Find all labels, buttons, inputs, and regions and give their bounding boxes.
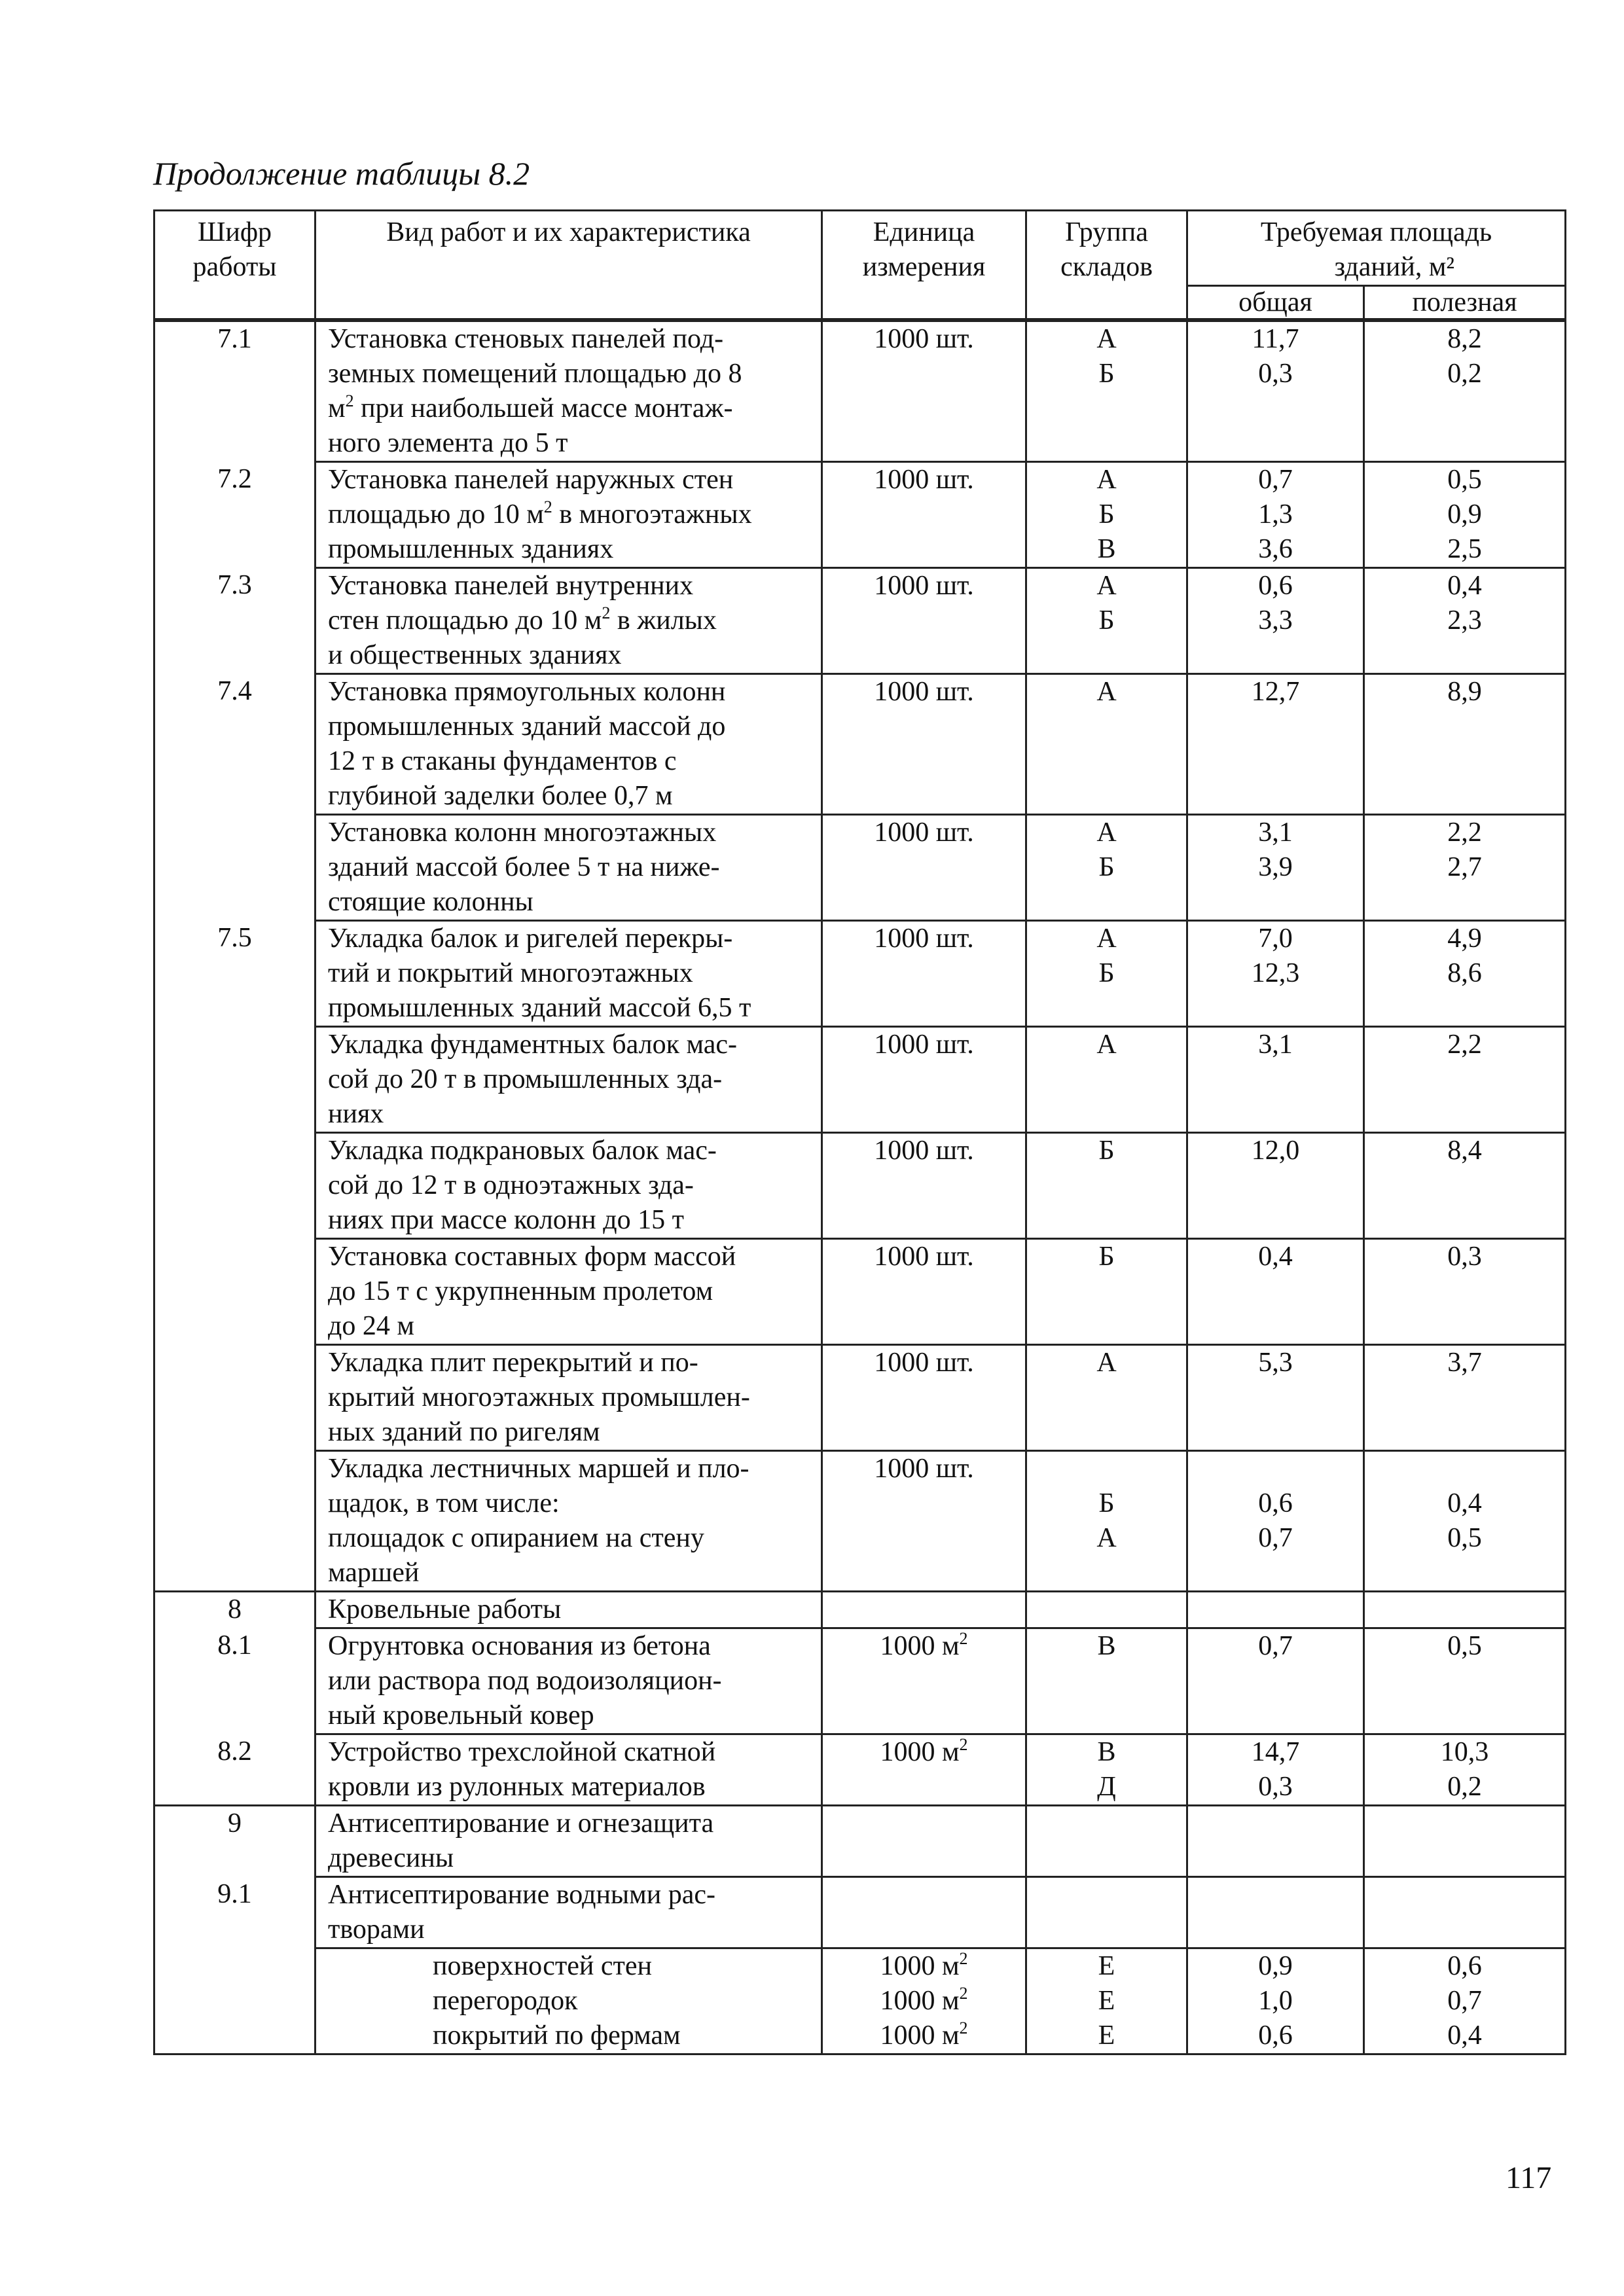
cell-line: А [1096, 1030, 1117, 1060]
cell-useful [1364, 815, 1566, 921]
cell-total [1187, 1734, 1364, 1806]
cell-code: 8.1 [154, 1628, 316, 1734]
cell-line: Б [1098, 852, 1115, 882]
cell-line: ниях [328, 1099, 384, 1129]
cell-line: ный кровельный ковер [328, 1700, 594, 1731]
cell-line: 1000 шт. [874, 465, 974, 495]
cell-line: глубиной заделки более 0,7 м [328, 781, 673, 811]
cell-line [1039, 1878, 1174, 1912]
cell-group [1026, 1734, 1187, 1806]
cell-line: Укладка подкрановых балок мас- [328, 1136, 717, 1166]
cell-line: Укладка лестничных маршей и пло- [328, 1454, 749, 1484]
table-row [154, 1133, 1566, 1239]
cell-unit [822, 1451, 1026, 1592]
cell-total [1187, 1345, 1364, 1451]
cell-work [316, 1239, 822, 1345]
cell-work [316, 1948, 822, 2054]
cell-code [154, 815, 316, 921]
cell-line: 0,7 [1258, 1523, 1293, 1553]
cell-line: Установка панелей внутренних [328, 571, 694, 601]
cell-line [1200, 1452, 1351, 1486]
cell-line [1039, 1592, 1174, 1627]
cell-useful [1364, 1239, 1566, 1345]
cell-line: поверхностей стен [433, 1951, 652, 1981]
cell-line: Б [1098, 1488, 1115, 1518]
cell-line: Б [1098, 359, 1115, 389]
cell-line [1200, 1878, 1351, 1912]
cell-unit [822, 1877, 1026, 1948]
cell-useful [1364, 462, 1566, 568]
cell-line: А [1096, 324, 1117, 354]
cell-line: 0,7 [1258, 465, 1293, 495]
cell-line: 0,4 [1258, 1242, 1293, 1272]
cell-code [154, 1133, 316, 1239]
cell-unit [822, 1948, 1026, 2054]
cell-line: 0,3 [1258, 359, 1293, 389]
cell-total [1187, 815, 1364, 921]
cell-useful [1364, 1806, 1566, 1877]
cell-work [316, 462, 822, 568]
cell-group [1026, 1239, 1187, 1345]
cell-useful [1364, 674, 1566, 815]
cell-line: 2,2 [1447, 817, 1482, 848]
table-row [154, 1027, 1566, 1133]
cell-line: до 24 м [328, 1311, 414, 1341]
cell-group [1026, 1592, 1187, 1628]
table-row [154, 1592, 1566, 1628]
cell-line: 0,6 [1258, 1488, 1293, 1518]
cell-useful [1364, 1592, 1566, 1628]
table-row [154, 921, 1566, 1027]
cell-line: 1,0 [1258, 1986, 1293, 2016]
cell-line: А [1096, 1523, 1117, 1553]
table-row [154, 1239, 1566, 1345]
cell-work [316, 1451, 822, 1592]
cell-line: площадью до 10 $м^2$ в многоэтажных [328, 497, 752, 529]
cell-unit [822, 1027, 1026, 1133]
table-row [154, 462, 1566, 568]
cell-line: 1000 шт. [874, 817, 974, 848]
cell-line [1377, 1452, 1553, 1486]
cell-line: тий и покрытий многоэтажных [328, 958, 693, 988]
cell-line: 8,6 [1447, 958, 1482, 988]
cell-line: 1000 $м^2$ [880, 2018, 968, 2051]
cell-work [316, 1806, 822, 1877]
cell-useful [1364, 1027, 1566, 1133]
cell-line: ного элемента до 5 т [328, 428, 568, 458]
cell-line [1200, 1806, 1351, 1841]
cell-line: 8,2 [1447, 324, 1482, 354]
cell-line: А [1096, 924, 1117, 954]
cell-line: 1000 шт. [874, 924, 974, 954]
cell-useful [1364, 921, 1566, 1027]
cell-useful [1364, 1451, 1566, 1592]
cell-total [1187, 1451, 1364, 1592]
table-row [154, 674, 1566, 815]
cell-line: площадок с опиранием на стену [328, 1523, 704, 1553]
cell-line: 0,9 [1258, 1951, 1293, 1981]
cell-group [1026, 1948, 1187, 2054]
cell-line: 1000 шт. [874, 677, 974, 707]
table-row [154, 1734, 1566, 1806]
cell-line: ниях при массе колонн до 15 т [328, 1205, 684, 1235]
cell-line: 0,6 [1258, 2020, 1293, 2051]
cell-line: Кровельные работы [328, 1594, 562, 1624]
cell-unit [822, 1628, 1026, 1734]
cell-work [316, 320, 822, 462]
cell-work [316, 1345, 822, 1451]
cell-code: 8 [154, 1592, 316, 1628]
cell-line: 3,7 [1447, 1348, 1482, 1378]
table-row [154, 1806, 1566, 1877]
cell-line: 0,2 [1447, 1772, 1482, 1802]
table-row [154, 1451, 1566, 1592]
cell-line: кровли из рулонных материалов [328, 1772, 706, 1802]
cell-work [316, 1133, 822, 1239]
cell-line: зданий массой более 5 т на ниже- [328, 852, 720, 882]
cell-code: 9 [154, 1806, 316, 1877]
cell-line: промышленных зданий массой 6,5 т [328, 993, 751, 1023]
cell-code [154, 1345, 316, 1451]
table-row [154, 568, 1566, 674]
cell-line: Укладка балок и ригелей перекры- [328, 924, 733, 954]
cell-line: Е [1098, 1951, 1115, 1981]
cell-line: 0,9 [1447, 499, 1482, 529]
cell-line [835, 1878, 1013, 1912]
cell-line [1377, 1878, 1553, 1912]
cell-line: 12,7 [1251, 677, 1300, 707]
cell-group [1026, 674, 1187, 815]
table-body [154, 320, 1566, 2054]
cell-line: 0,3 [1258, 1772, 1293, 1802]
cell-line: 1,3 [1258, 499, 1293, 529]
cell-line: Б [1098, 1136, 1115, 1166]
cell-code [154, 1239, 316, 1345]
cell-line: промышленных зданиях [328, 534, 614, 564]
cell-line: 1000 шт. [874, 324, 974, 354]
cell-group [1026, 1877, 1187, 1948]
cell-group [1026, 320, 1187, 462]
table-caption: Продолжение таблицы 8.2 [153, 155, 530, 192]
cell-unit [822, 1592, 1026, 1628]
requirements-table [153, 209, 1564, 2055]
cell-line: покрытий по фермам [433, 2020, 681, 2051]
cell-total [1187, 1592, 1364, 1628]
cell-line: сой до 12 т в одноэтажных зда- [328, 1170, 694, 1200]
cell-line: Укладка плит перекрытий и по- [328, 1348, 698, 1378]
cell-line: Установка колонн многоэтажных [328, 817, 717, 848]
cell-line: 1000 шт. [874, 1454, 974, 1484]
cell-line: Установка прямоугольных колонн [328, 677, 726, 707]
cell-line: $м^2$ при наибольшей массе монтаж- [328, 391, 733, 423]
cell-line: 5,3 [1258, 1348, 1293, 1378]
cell-line: Е [1098, 1986, 1115, 2016]
cell-useful [1364, 1948, 1566, 2054]
cell-line: 8,4 [1447, 1136, 1482, 1166]
header-total: общая [1187, 286, 1364, 321]
table-row [154, 1345, 1566, 1451]
cell-useful [1364, 568, 1566, 674]
cell-line: творами [328, 1914, 425, 1945]
cell-line [1039, 1452, 1174, 1486]
cell-unit [822, 1806, 1026, 1877]
cell-line [1377, 1592, 1553, 1627]
cell-unit [822, 921, 1026, 1027]
cell-line: 3,3 [1258, 605, 1293, 636]
cell-work [316, 921, 822, 1027]
cell-line: ных зданий по ригелям [328, 1417, 600, 1447]
table-row [154, 1948, 1566, 2054]
cell-line: Укладка фундаментных балок мас- [328, 1030, 738, 1060]
cell-line: Б [1098, 1242, 1115, 1272]
cell-line: Огрунтовка основания из бетона [328, 1631, 711, 1661]
cell-line: 0,3 [1447, 1242, 1482, 1272]
cell-unit [822, 1734, 1026, 1806]
cell-group [1026, 1027, 1187, 1133]
cell-line: Антисептирование и огнезащита [328, 1808, 714, 1839]
cell-work [316, 1027, 822, 1133]
cell-work [316, 1734, 822, 1806]
cell-code: 7.1 [154, 320, 316, 462]
cell-unit [822, 568, 1026, 674]
cell-line: 0,5 [1447, 1523, 1482, 1553]
cell-total [1187, 1877, 1364, 1948]
header-area: Требуемая площадь зданий, м² [1187, 211, 1566, 286]
cell-line: 1000 $м^2$ [880, 1949, 968, 1981]
cell-useful [1364, 1734, 1566, 1806]
cell-group [1026, 815, 1187, 921]
cell-line: земных помещений площадью до 8 [328, 359, 742, 389]
cell-total [1187, 1628, 1364, 1734]
cell-line: 1000 $м^2$ [880, 1629, 968, 1661]
cell-line: 0,6 [1447, 1951, 1482, 1981]
cell-group [1026, 1345, 1187, 1451]
cell-line: 1000 шт. [874, 1348, 974, 1378]
cell-line: 0,2 [1447, 359, 1482, 389]
cell-line: 0,5 [1447, 465, 1482, 495]
cell-total [1187, 1239, 1364, 1345]
cell-unit [822, 815, 1026, 921]
cell-line: 2,3 [1447, 605, 1482, 636]
cell-unit [822, 1133, 1026, 1239]
cell-line: 1000 шт. [874, 1030, 974, 1060]
cell-line: 7,0 [1258, 924, 1293, 954]
header-unit: Единица измерения [822, 211, 1026, 321]
cell-line: 0,4 [1447, 1488, 1482, 1518]
cell-line: Антисептирование водными рас- [328, 1880, 715, 1910]
cell-code: 9.1 [154, 1877, 316, 1948]
cell-line: 3,1 [1258, 817, 1293, 848]
cell-line: Устройство трехслойной скатной [328, 1737, 716, 1767]
cell-line [1039, 1806, 1174, 1841]
cell-line: А [1096, 571, 1117, 601]
cell-line: сой до 20 т в промышленных зда- [328, 1064, 723, 1094]
cell-line: 12,0 [1251, 1136, 1300, 1166]
cell-line [1377, 1806, 1553, 1841]
cell-total [1187, 1133, 1364, 1239]
cell-code: 7.2 [154, 462, 316, 568]
cell-line: 0,7 [1447, 1986, 1482, 2016]
cell-total [1187, 1027, 1364, 1133]
cell-total [1187, 568, 1364, 674]
cell-work [316, 674, 822, 815]
cell-line: Б [1098, 499, 1115, 529]
cell-useful [1364, 1628, 1566, 1734]
cell-line: 1000 шт. [874, 1136, 974, 1166]
cell-line: и общественных зданиях [328, 640, 622, 670]
table-row [154, 1877, 1566, 1948]
cell-useful [1364, 1345, 1566, 1451]
cell-line: 8,9 [1447, 677, 1482, 707]
cell-line: В [1097, 534, 1116, 564]
cell-group [1026, 1451, 1187, 1592]
cell-line: промышленных зданий массой до [328, 711, 726, 742]
cell-line: Установка составных форм массой [328, 1242, 736, 1272]
cell-line: Установка панелей наружных стен [328, 465, 734, 495]
cell-work [316, 1628, 822, 1734]
cell-line: до 15 т с укрупненным пролетом [328, 1276, 713, 1306]
cell-line: 1000 шт. [874, 1242, 974, 1272]
cell-line: щадок, в том числе: [328, 1488, 560, 1518]
cell-useful [1364, 1133, 1566, 1239]
cell-line: А [1096, 465, 1117, 495]
cell-line: стен площадью до 10 $м^2$ в жилых [328, 603, 717, 636]
cell-group [1026, 921, 1187, 1027]
cell-unit [822, 1345, 1026, 1451]
cell-code: 7.3 [154, 568, 316, 674]
cell-line: В [1097, 1737, 1116, 1767]
cell-line: 3,9 [1258, 852, 1293, 882]
cell-line: маршей [328, 1558, 420, 1588]
cell-line: 4,9 [1447, 924, 1482, 954]
cell-unit [822, 320, 1026, 462]
cell-code: 7.4 [154, 674, 316, 815]
cell-line: 2,2 [1447, 1030, 1482, 1060]
cell-line: 1000 шт. [874, 571, 974, 601]
cell-useful [1364, 1877, 1566, 1948]
cell-work [316, 1877, 822, 1948]
table-row [154, 320, 1566, 462]
cell-line: стоящие колонны [328, 887, 533, 917]
cell-line: 10,3 [1440, 1737, 1489, 1767]
cell-total [1187, 1806, 1364, 1877]
cell-useful [1364, 320, 1566, 462]
cell-line: или раствора под водоизоляцион- [328, 1666, 722, 1696]
cell-line: 1000 $м^2$ [880, 1735, 968, 1767]
cell-work [316, 815, 822, 921]
cell-line: 2,7 [1447, 852, 1482, 882]
cell-line [1200, 1592, 1351, 1627]
cell-total [1187, 921, 1364, 1027]
cell-code: 8.2 [154, 1734, 316, 1806]
cell-line: 14,7 [1251, 1737, 1300, 1767]
cell-line: 0,5 [1447, 1631, 1482, 1661]
cell-line: 2,5 [1447, 534, 1482, 564]
table-row [154, 1628, 1566, 1734]
header-useful: полезная [1364, 286, 1566, 321]
cell-group [1026, 568, 1187, 674]
cell-line [835, 1806, 1013, 1841]
cell-line: Б [1098, 958, 1115, 988]
cell-group [1026, 1628, 1187, 1734]
cell-unit [822, 1239, 1026, 1345]
cell-line: 0,4 [1447, 2020, 1482, 2051]
cell-line: 0,7 [1258, 1631, 1293, 1661]
cell-work [316, 1592, 822, 1628]
cell-total [1187, 462, 1364, 568]
cell-line: Е [1098, 2020, 1115, 2051]
cell-line: В [1097, 1631, 1116, 1661]
cell-line: 0,4 [1447, 571, 1482, 601]
cell-line: А [1096, 1348, 1117, 1378]
cell-line: 1000 $м^2$ [880, 1984, 968, 2016]
cell-group [1026, 1806, 1187, 1877]
cell-group [1026, 1133, 1187, 1239]
cell-line: Д [1097, 1772, 1116, 1802]
cell-unit [822, 462, 1026, 568]
cell-code [154, 1027, 316, 1133]
cell-line: древесины [328, 1843, 454, 1873]
cell-unit [822, 674, 1026, 815]
cell-code: 7.5 [154, 921, 316, 1027]
cell-line: 3,6 [1258, 534, 1293, 564]
table-row [154, 815, 1566, 921]
cell-total [1187, 320, 1364, 462]
cell-code [154, 1948, 316, 2054]
cell-total [1187, 1948, 1364, 2054]
cell-code [154, 1451, 316, 1592]
cell-line: крытий многоэтажных промышлен- [328, 1382, 750, 1412]
cell-line: перегородок [433, 1986, 578, 2016]
header-work: Вид работ и их характеристика [316, 211, 822, 321]
cell-line: Б [1098, 605, 1115, 636]
page-number: 117 [1506, 2161, 1552, 2195]
cell-group [1026, 462, 1187, 568]
cell-line: 11,7 [1252, 324, 1299, 354]
cell-line: 12,3 [1251, 958, 1300, 988]
cell-work [316, 568, 822, 674]
cell-line: 0,6 [1258, 571, 1293, 601]
cell-line: 3,1 [1258, 1030, 1293, 1060]
cell-line: А [1096, 677, 1117, 707]
cell-total [1187, 674, 1364, 815]
header-code: Шифр работы [154, 211, 316, 321]
header-group: Группа складов [1026, 211, 1187, 321]
cell-line: А [1096, 817, 1117, 848]
cell-line: Установка стеновых панелей под- [328, 324, 724, 354]
cell-line [835, 1592, 1013, 1627]
cell-line: 12 т в стаканы фундаментов с [328, 746, 677, 776]
